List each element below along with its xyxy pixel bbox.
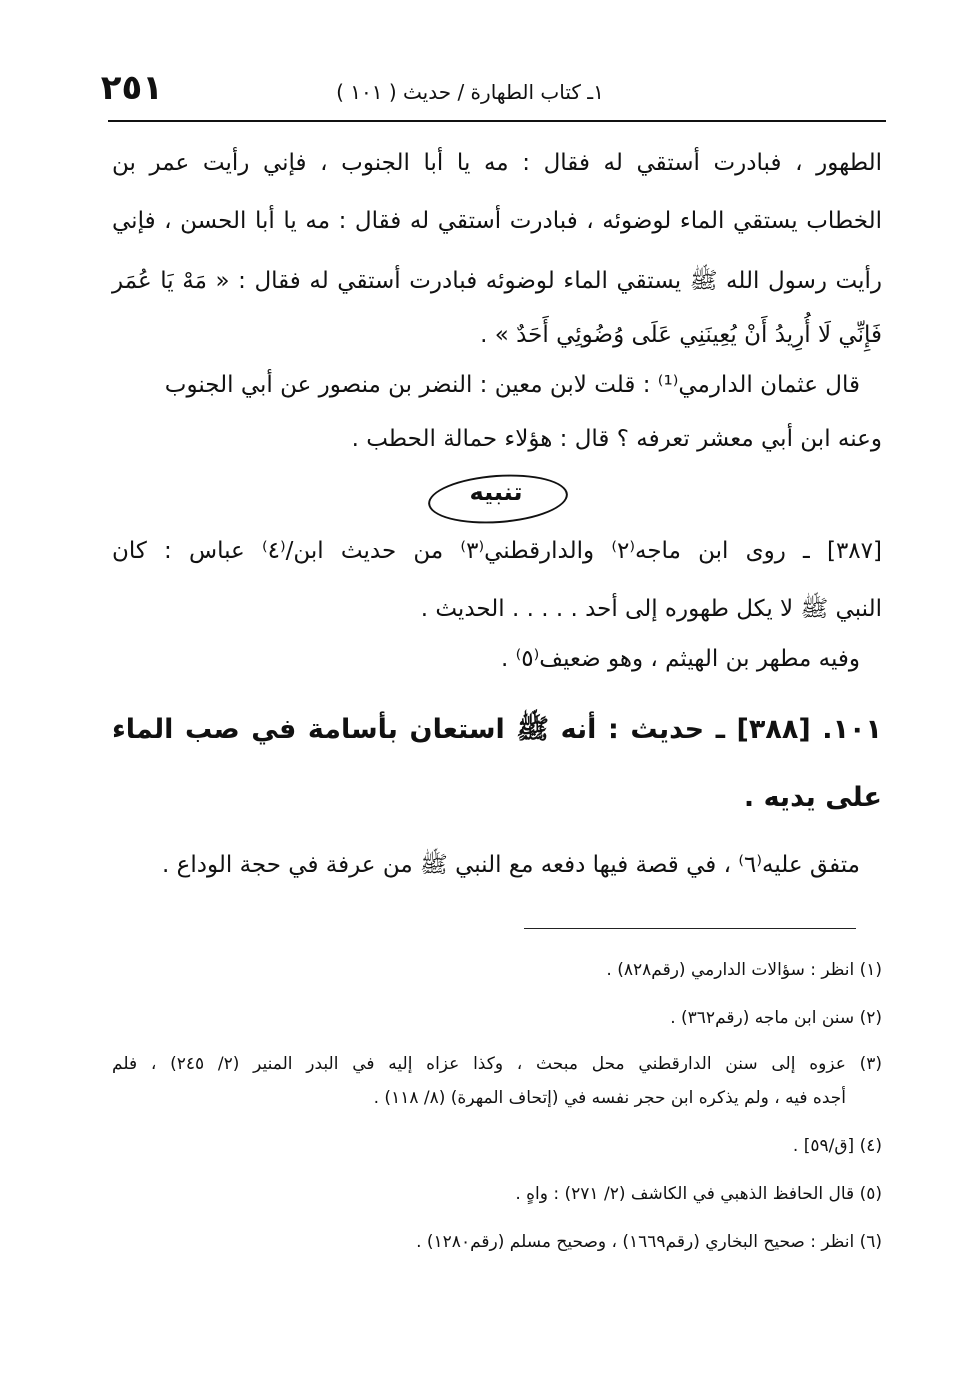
hadith-block (112, 712, 882, 902)
footnote: (١) انظر : سؤالات الدارمي (رقم٨٢٨) . (606, 960, 882, 980)
text-line: الخطاب يستقي الماء لوضوئه ، فبادرت أستقي له فقال : مه يا أبا الحسن ، فإني (112, 208, 882, 234)
footnote-cont: أجده فيه ، ولم يذكره ابن حجر نفسه في (إتحاف المهرة) (٨/ ١١٨) . (373, 1088, 846, 1108)
note-heading: تنبيه (469, 478, 523, 506)
text-line: النبي ﷺ لا يكل طهوره إلى أحد . . . . . الحديث . (420, 596, 882, 622)
text-line: قال عثمان الدارمي⁽¹⁾ : قلت لابن معين : النضر بن منصور عن أبي الجنوب (164, 372, 860, 398)
hadith-heading: ١٠١. [٣٨٨] ـ حديث : أنه ﷺ استعان بأسامة في صب الماء (112, 714, 883, 745)
hadith-heading-cont: على يديه . (743, 782, 882, 813)
text-line: رأيت رسول الله ﷺ يستقي الماء لوضوئه فبادرت أستقي له فقال : « مَهْ يَا عُمَر (112, 268, 882, 294)
text-line: وعنه ابن أبي معشر تعرفه ؟ قال : هؤلاء حمالة الحطب . (351, 426, 882, 452)
hadith-text: متفق عليه⁽٦⁾ ، في قصة فيها دفعه مع النبي ﷺ من عرفة في حجة الوداع . (162, 852, 860, 878)
text-line: وفيه مطهر بن الهيثم ، وهو ضعيف⁽٥⁾ . (500, 646, 860, 672)
footnote: (٣) عزوه إلى سنن الدارقطني محل مبحث ، وكذا عزاه إليه في البدر المنير (٢/ ٢٤٥) ، فلم (112, 1054, 883, 1074)
text-line: الطهور ، فبادرت أستقي له فقال : مه يا أبا الجنوب ، فإني رأيت عمر بن (112, 150, 882, 176)
footnote: (٤) [ق/٥٩] . (792, 1136, 882, 1156)
footnote-rule (524, 928, 856, 929)
header-rule (108, 120, 886, 122)
main-text (112, 150, 882, 480)
text-line: [٣٨٧] ـ روى ابن ماجه⁽٢⁾ والدارقطني⁽٣⁾ من حديث ابن/⁽٤⁾ عباس : كان (112, 538, 882, 564)
footnote: (٥) قال الحافظ الذهبي في الكاشف (٢/ ٢٧١) : واهٍ . (515, 1184, 882, 1204)
footnote: (٦) انظر : صحيح البخاري (رقم١٦٦٩) ، وصحيح مسلم (رقم١٢٨٠) . (416, 1232, 882, 1252)
text-line: فَإِنِّي لَا أُرِيدُ أَنْ يُعِينَنِي عَلَى وُضُوئِي أَحَدٌ » . (480, 322, 882, 348)
note-text (112, 538, 882, 688)
footnote: (٢) سنن ابن ماجه (رقم٣٦٢) . (670, 1008, 882, 1028)
running-head: ١ـ كتاب الطهارة / حديث ( ١٠١ ) (336, 80, 604, 104)
footnotes (112, 950, 882, 1270)
page-number: ٢٥١ (100, 68, 163, 108)
